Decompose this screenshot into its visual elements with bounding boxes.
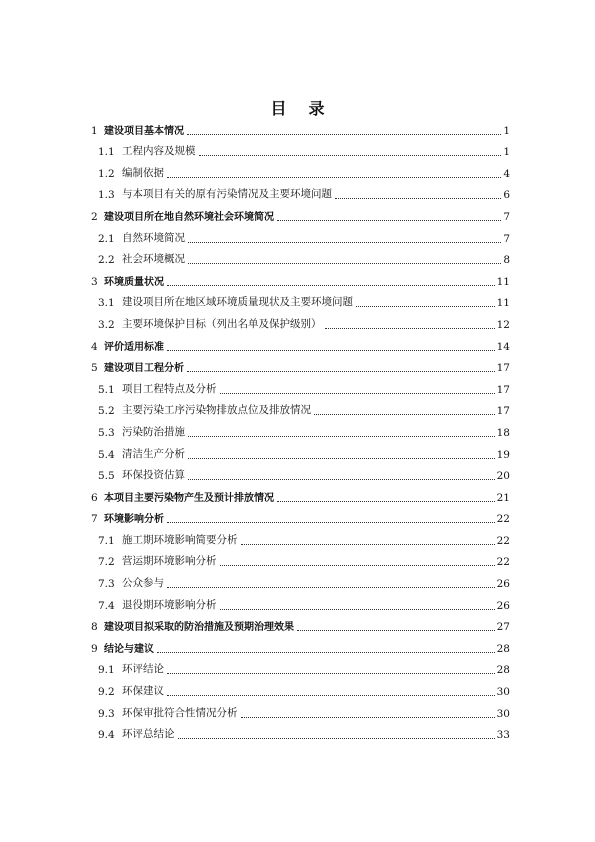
toc-entry-title: 建设项目所在地自然环境社会环境简况 (104, 208, 276, 223)
toc-leader-dots (297, 630, 505, 631)
toc-entry-page: 21 (496, 491, 510, 504)
toc-entry-number: 1.3 (98, 189, 115, 202)
toc-entry-page: 28 (496, 642, 510, 655)
toc-entry-number: 9.1 (98, 664, 115, 677)
toc-entry-page: 17 (496, 383, 510, 396)
toc-entry-title: 建设项目基本情况 (104, 122, 186, 137)
toc-entry-number: 7.2 (98, 556, 115, 569)
toc-leader-dots (167, 695, 505, 696)
toc-entry[interactable] (0, 442, 595, 464)
toc-entry-title: 施工期环境影响简要分析 (122, 533, 238, 546)
toc-heading: 目录 (270, 99, 347, 118)
toc-entry-page: 7 (503, 210, 510, 223)
toc-entry-title: 环保审批符合性情况分析 (122, 706, 238, 719)
toc-entry-number: 1.1 (98, 146, 115, 159)
toc-entry[interactable] (0, 507, 595, 529)
toc-entry-page: 20 (496, 470, 510, 483)
toc-leader-dots (178, 738, 505, 739)
toc-entry-number: 2 (91, 210, 98, 223)
toc-entry-number: 3.1 (98, 297, 115, 310)
toc-entry-number: 6 (91, 491, 98, 504)
toc-entry-page: 22 (496, 513, 510, 526)
toc-leader-dots (199, 155, 505, 156)
toc-entry-page: 18 (496, 426, 510, 439)
toc-entry-title: 公众参与 (122, 577, 164, 590)
toc-entry-number: 9 (91, 642, 98, 655)
toc-entry-title: 编制依据 (122, 166, 164, 179)
toc-entry[interactable] (0, 723, 595, 745)
toc-entry-number: 8 (91, 621, 98, 634)
toc-leader-dots (277, 220, 505, 221)
toc-leader-dots (335, 198, 505, 199)
toc-leader-dots (167, 587, 505, 588)
toc-entry-title: 主要污染工序污染物排放点位及排放情况 (122, 404, 311, 417)
toc-entry-title: 营运期环境影响分析 (122, 555, 217, 568)
toc-leader-dots (220, 565, 505, 566)
toc-entry-number: 1.2 (98, 167, 115, 180)
toc-entry[interactable] (0, 485, 595, 507)
toc-entry-page: 27 (496, 621, 510, 634)
toc-leader-dots (187, 371, 505, 372)
toc-leader-dots (220, 609, 505, 610)
toc-entry[interactable] (0, 528, 595, 550)
toc-leader-dots (188, 263, 505, 264)
toc-entry[interactable] (0, 291, 595, 313)
toc-entry-page: 19 (496, 448, 510, 461)
toc-entry[interactable] (0, 334, 595, 356)
toc-entry-page: 22 (496, 534, 510, 547)
toc-entry-page: 11 (496, 297, 510, 310)
toc-entry-title: 结论与建议 (104, 640, 156, 655)
toc-entry[interactable] (0, 615, 595, 637)
toc-entry[interactable] (0, 658, 595, 680)
toc-leader-dots (167, 177, 505, 178)
toc-entry-title: 工程内容及规模 (122, 145, 196, 158)
toc-entry-number: 3 (91, 275, 98, 288)
toc-entry-page: 26 (496, 578, 510, 591)
toc-entry-title: 主要环境保护目标（列出名单及保护级别） (122, 317, 322, 330)
toc-entry-title: 建设项目所在地区域环境质量现状及主要环境问题 (122, 296, 353, 309)
toc-leader-dots (167, 673, 505, 674)
toc-entry[interactable] (0, 399, 595, 421)
toc-entry-number: 9.3 (98, 707, 115, 720)
toc-entry-page: 28 (496, 664, 510, 677)
toc-entry-number: 5.5 (98, 470, 115, 483)
toc-entry-number: 9.2 (98, 686, 115, 699)
toc-entry-number: 4 (91, 340, 98, 353)
toc-entry[interactable] (0, 118, 595, 140)
toc-entry-number: 5.4 (98, 448, 115, 461)
toc-leader-dots (220, 393, 505, 394)
toc-entry-title: 环评总结论 (122, 728, 175, 741)
toc-leader-dots (157, 652, 505, 653)
toc-leader-dots (167, 522, 505, 523)
toc-entry[interactable] (0, 377, 595, 399)
toc-entry-title: 社会环境概况 (122, 253, 185, 266)
toc-entry-title: 污染防治措施 (122, 425, 185, 438)
toc-entry-title: 清洁生产分析 (122, 447, 185, 460)
toc-entry-title: 环保建议 (122, 685, 164, 698)
toc-leader-dots (325, 328, 505, 329)
toc-entry-page: 1 (503, 146, 510, 159)
toc-entry-page: 8 (503, 254, 510, 267)
toc-entry-number: 7.1 (98, 534, 115, 547)
toc-entry-title: 评价适用标准 (104, 338, 166, 353)
toc-entry[interactable] (0, 550, 595, 572)
toc-leader-dots (314, 414, 505, 415)
toc-entry-page: 17 (496, 405, 510, 418)
toc-entry-title: 建设项目工程分析 (104, 359, 186, 374)
toc-entry-page: 6 (503, 189, 510, 202)
toc-entry-page: 30 (496, 686, 510, 699)
toc-entry-number: 3.2 (98, 318, 115, 331)
toc-leader-dots (188, 242, 505, 243)
toc-entry-title: 环境质量状况 (104, 273, 166, 288)
toc-entry-number: 7 (91, 513, 98, 526)
toc-entry[interactable] (0, 183, 595, 205)
toc-entry[interactable] (0, 161, 595, 183)
toc-leader-dots (277, 501, 505, 502)
toc-entry-number: 9.4 (98, 729, 115, 742)
toc-entry[interactable] (0, 226, 595, 248)
toc-entry-title: 环评结论 (122, 663, 164, 676)
toc-entry[interactable] (0, 420, 595, 442)
toc-entry-page: 26 (496, 599, 510, 612)
toc-entry[interactable] (0, 593, 595, 615)
toc-leader-dots (241, 717, 505, 718)
toc-entry-title: 与本项目有关的原有污染情况及主要环境问题 (122, 188, 332, 201)
toc-leader-dots (356, 306, 505, 307)
toc-entry[interactable] (0, 701, 595, 723)
toc-entry-number: 2.2 (98, 254, 115, 267)
toc-entry[interactable] (0, 571, 595, 593)
toc-entry-number: 1 (91, 124, 98, 137)
toc-entry-page: 7 (503, 232, 510, 245)
toc-entry[interactable] (0, 679, 595, 701)
toc-entry-number: 5 (91, 362, 98, 375)
toc-entry-number: 7.4 (98, 599, 115, 612)
toc-entry-number: 5.2 (98, 405, 115, 418)
toc-entry[interactable] (0, 204, 595, 226)
toc-entry-page: 22 (496, 556, 510, 569)
toc-entry-page: 33 (496, 729, 510, 742)
toc-leader-dots (167, 285, 505, 286)
toc-leader-dots (188, 458, 505, 459)
toc-entry-page: 1 (503, 124, 510, 137)
toc-entry-page: 14 (496, 340, 510, 353)
toc-entry-number: 5.1 (98, 383, 115, 396)
toc-leader-dots (167, 350, 505, 351)
toc-entry-title: 自然环境简况 (122, 231, 185, 244)
table-of-contents (0, 118, 595, 744)
toc-entry[interactable] (0, 464, 595, 486)
toc-entry[interactable] (0, 312, 595, 334)
toc-entry-page: 4 (503, 167, 510, 180)
toc-entry-number: 5.3 (98, 426, 115, 439)
toc-entry-page: 12 (496, 318, 510, 331)
toc-leader-dots (187, 134, 505, 135)
toc-entry[interactable] (0, 356, 595, 378)
toc-entry-title: 建设项目拟采取的防治措施及预期治理效果 (104, 618, 296, 633)
toc-entry-number: 2.1 (98, 232, 115, 245)
toc-entry-title: 本项目主要污染物产生及预计排放情况 (104, 489, 276, 504)
toc-entry-page: 17 (496, 362, 510, 375)
toc-leader-dots (188, 479, 505, 480)
toc-entry[interactable] (0, 140, 595, 162)
toc-entry-title: 退役期环境影响分析 (122, 598, 217, 611)
toc-leader-dots (241, 544, 505, 545)
toc-entry-page: 30 (496, 707, 510, 720)
toc-entry-title: 项目工程特点及分析 (122, 382, 217, 395)
toc-entry[interactable] (0, 269, 595, 291)
toc-leader-dots (188, 436, 505, 437)
toc-entry[interactable] (0, 248, 595, 270)
toc-entry-title: 环境影响分析 (104, 510, 166, 525)
toc-entry-page: 11 (496, 275, 510, 288)
toc-entry-title: 环保投资估算 (122, 469, 185, 482)
toc-entry[interactable] (0, 636, 595, 658)
toc-entry-number: 7.3 (98, 578, 115, 591)
